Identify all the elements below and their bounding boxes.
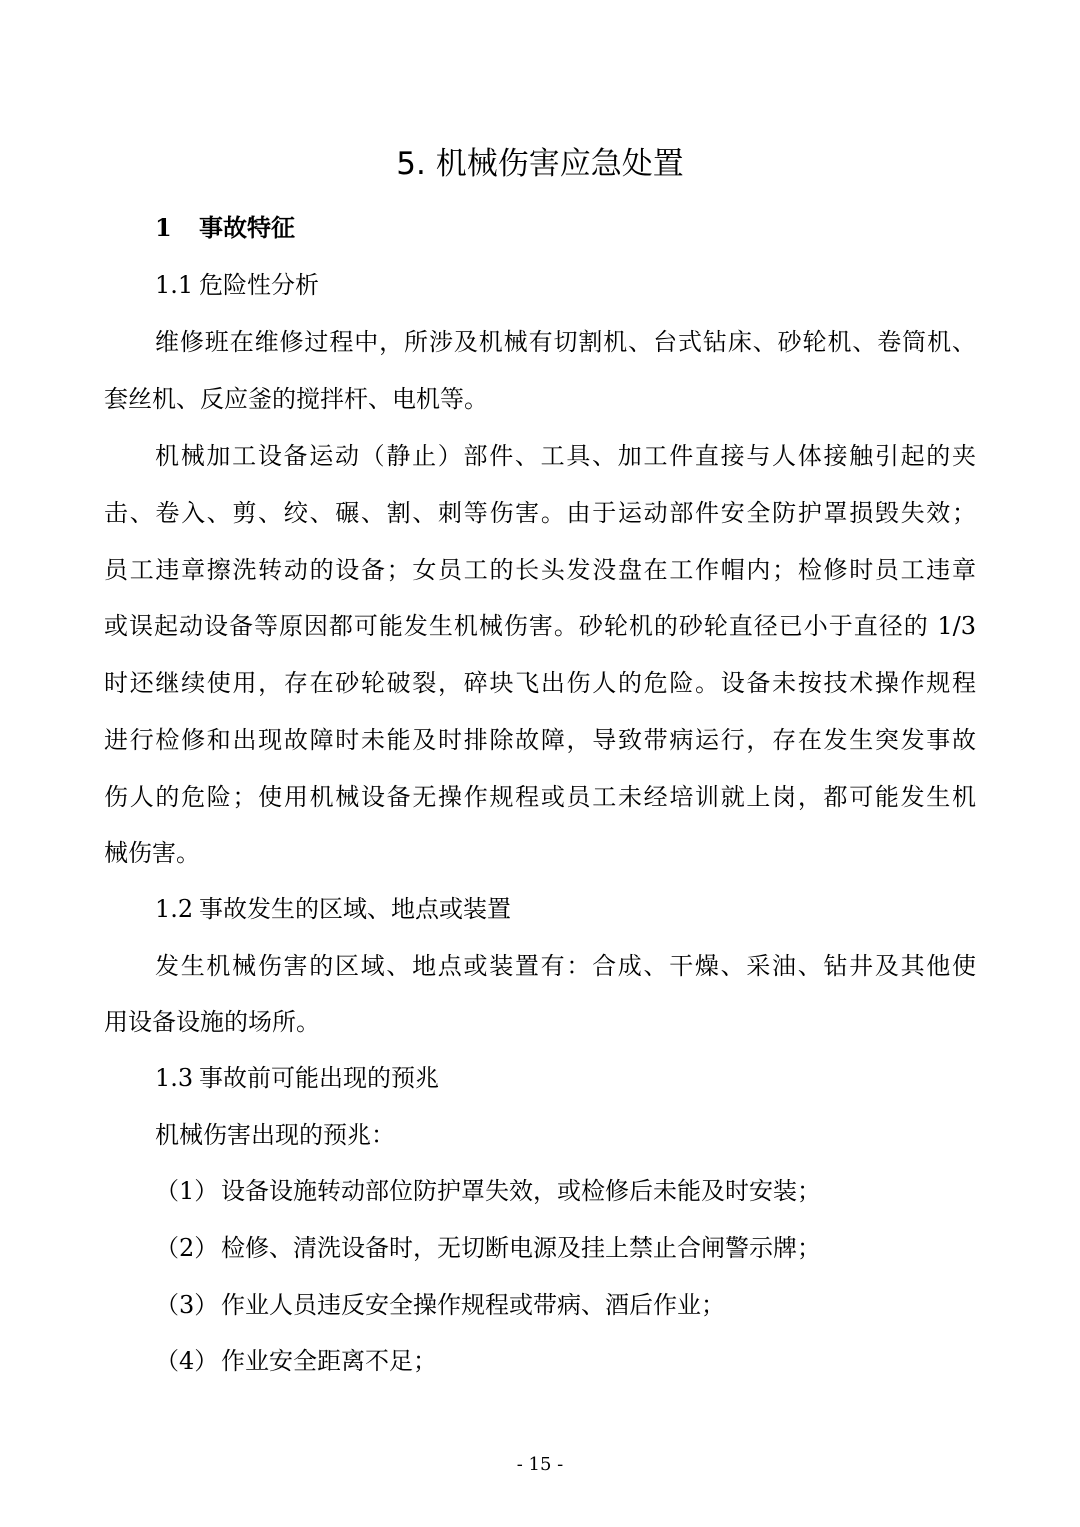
list-item	[155, 1171, 821, 1211]
list-item-text: 作业人员违反安全操作规程或带病、酒后作业；	[221, 1291, 725, 1319]
list-item	[155, 1285, 725, 1325]
paragraph-line: 套丝机、反应釜的搅拌杆、电机等。	[104, 385, 488, 413]
list-item-text: 设备设施转动部位防护罩失效，或检修后未能及时安装；	[221, 1177, 821, 1205]
list-item-number: （2）	[155, 1234, 219, 1262]
paragraph-line: 伤人的危险；使用机械设备无操作规程或员工未经培训就上岗，都可能发生机	[104, 783, 976, 811]
paragraph-line: 击、卷入、剪、绞、碾、割、刺等伤害。由于运动部件安全防护罩损毁失效；	[104, 499, 976, 527]
subsection-title: 事故前可能出现的预兆	[199, 1064, 439, 1092]
section-title: 事故特征	[199, 213, 295, 242]
list-item-text: 检修、清洗设备时，无切断电源及挂上禁止合闸警示牌；	[221, 1234, 821, 1262]
section-number: 1	[155, 213, 172, 242]
subsection-title: 危险性分析	[199, 271, 319, 299]
subsection-title: 事故发生的区域、地点或装置	[199, 895, 511, 923]
paragraph-line: 时还继续使用，存在砂轮破裂，碎块飞出伤人的危险。设备未按技术操作规程	[104, 669, 976, 697]
page-title: 5. 机械伤害应急处置	[396, 146, 684, 182]
subsection-number: 1.1	[155, 271, 194, 299]
list-item-text: 作业安全距离不足；	[221, 1347, 437, 1375]
paragraph-line: 维修班在维修过程中，所涉及机械有切割机、台式钻床、砂轮机、卷筒机、	[155, 328, 976, 356]
subsection-number: 1.3	[155, 1064, 194, 1092]
paragraph-line: 或误起动设备等原因都可能发生机械伤害。砂轮机的砂轮直径已小于直径的 1/3	[104, 612, 976, 640]
list-item	[155, 1341, 437, 1381]
paragraph-line: 进行检修和出现故障时未能及时排除故障，导致带病运行，存在发生突发事故	[104, 726, 976, 754]
paragraph-line: 机械加工设备运动（静止）部件、工具、加工件直接与人体接触引起的夹	[155, 442, 976, 470]
list-item	[155, 1228, 821, 1268]
paragraph-line: 用设备设施的场所。	[104, 1008, 320, 1036]
paragraph-line: 发生机械伤害的区域、地点或装置有：合成、干燥、采油、钻井及其他使	[155, 952, 976, 980]
page-number: - 15 -	[516, 1454, 564, 1475]
paragraph-line: 员工违章擦洗转动的设备；女员工的长头发没盘在工作帽内；检修时员工违章	[104, 556, 976, 584]
paragraph-line: 械伤害。	[104, 839, 200, 867]
paragraph-line: 机械伤害出现的预兆：	[155, 1121, 395, 1149]
list-item-number: （3）	[155, 1291, 219, 1319]
subsection-heading-1-2	[155, 889, 511, 929]
subsection-heading-1-1	[155, 265, 319, 305]
subsection-heading-1-3	[155, 1058, 439, 1098]
list-item-number: （1）	[155, 1177, 219, 1205]
subsection-number: 1.2	[155, 895, 194, 923]
section-heading-1	[155, 208, 295, 248]
list-item-number: （4）	[155, 1347, 219, 1375]
